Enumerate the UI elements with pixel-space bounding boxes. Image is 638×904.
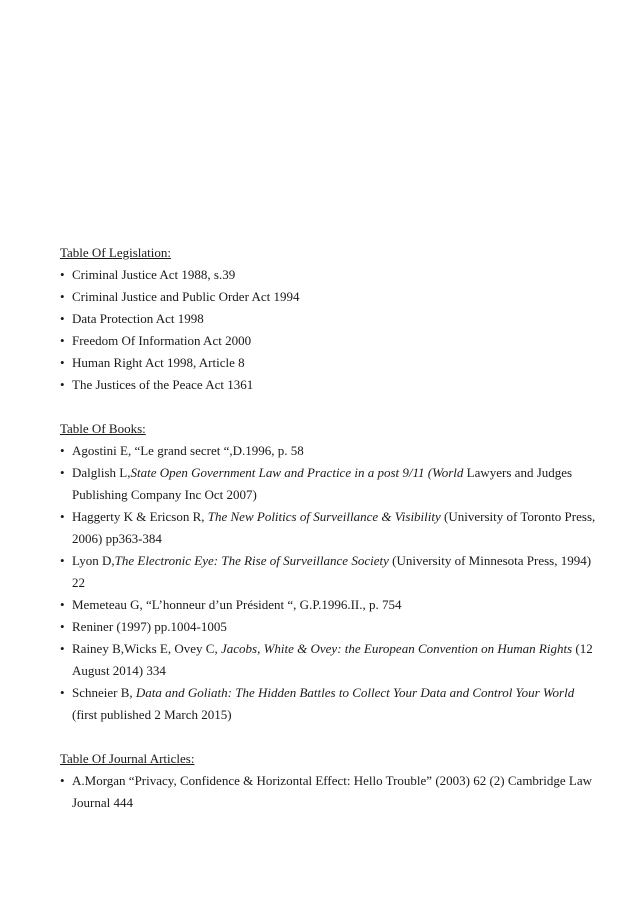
list-item xyxy=(60,462,600,506)
list-item xyxy=(60,682,600,726)
list-item xyxy=(60,352,600,374)
citation-text: Criminal Justice Act 1988, s.39 xyxy=(72,267,236,282)
list-item xyxy=(60,440,600,462)
bullet-icon: • xyxy=(60,509,65,524)
citation-text: Reniner (1997) pp.1004-1005 xyxy=(72,619,227,634)
list-item xyxy=(60,264,600,286)
section-list xyxy=(60,264,600,396)
bullet-icon: • xyxy=(60,619,65,634)
citation-title: The New Politics of Surveillance & Visibility xyxy=(207,509,441,524)
section xyxy=(60,748,600,814)
list-item xyxy=(60,770,600,814)
list-item xyxy=(60,308,600,330)
section-heading: Table Of Legislation: xyxy=(60,245,172,260)
section xyxy=(60,418,600,726)
document-page xyxy=(60,242,600,836)
bullet-icon: • xyxy=(60,333,65,348)
citation-title: The Electronic Eye: The Rise of Surveillance Society xyxy=(114,553,389,568)
bullet-icon: • xyxy=(60,685,65,700)
citation-text: Human Right Act 1998, Article 8 xyxy=(72,355,245,370)
citation-text: Freedom Of Information Act 2000 xyxy=(72,333,252,348)
citation-text: Lawyers and Judges Publishing Company Inc Oct 2007) xyxy=(72,465,573,502)
bullet-icon: • xyxy=(60,267,65,282)
bullet-icon: • xyxy=(60,355,65,370)
citation-title: Data and Goliath: The Hidden Battles to Collect Your Data and Control Your World xyxy=(135,685,575,700)
bullet-icon: • xyxy=(60,289,65,304)
list-item xyxy=(60,616,600,638)
bullet-icon: • xyxy=(60,311,65,326)
bullet-icon: • xyxy=(60,641,65,656)
citation-text: A.Morgan “Privacy, Confidence & Horizontal Effect: Hello Trouble” (2003) 62 (2) Cambridge Law Journal 444 xyxy=(72,773,592,810)
citation-text: Dalglish L, xyxy=(72,465,131,480)
list-item xyxy=(60,286,600,308)
citation-text: Criminal Justice and Public Order Act 1994 xyxy=(72,289,300,304)
list-item xyxy=(60,594,600,616)
list-item xyxy=(60,550,600,594)
citation-text: Schneier B, xyxy=(72,685,136,700)
citation-text: The Justices of the Peace Act 1361 xyxy=(72,377,254,392)
citation-text: Lyon D, xyxy=(72,553,115,568)
section-list xyxy=(60,440,600,726)
citation-text: (University of Minnesota Press, 1994) 22 xyxy=(72,553,592,590)
bullet-icon: • xyxy=(60,773,65,788)
citation-text: (12 August 2014) 334 xyxy=(72,641,593,678)
list-item xyxy=(60,374,600,396)
bullet-icon: • xyxy=(60,597,65,612)
section-heading: Table Of Journal Articles: xyxy=(60,751,195,766)
citation-text: (first published 2 March 2015) xyxy=(72,707,232,722)
section-heading: Table Of Books: xyxy=(60,421,146,436)
bullet-icon: • xyxy=(60,377,65,392)
citation-text: Haggerty K & Ericson R, xyxy=(72,509,208,524)
list-item xyxy=(60,330,600,352)
citation-text: Rainey B,Wicks E, Ovey C, xyxy=(72,641,221,656)
bullet-icon: • xyxy=(60,553,65,568)
citation-text: Agostini E, “Le grand secret “,D.1996, p. 58 xyxy=(72,443,304,458)
section xyxy=(60,242,600,396)
citation-text: (University of Toronto Press, 2006) pp363-384 xyxy=(72,509,596,546)
citation-title: Jacobs, White & Ovey: the European Convention on Human Rights xyxy=(220,641,573,656)
list-item xyxy=(60,638,600,682)
citation-text: Memeteau G, “L’honneur d’un Président “, G.P.1996.II., p. 754 xyxy=(72,597,402,612)
list-item xyxy=(60,506,600,550)
bullet-icon: • xyxy=(60,465,65,480)
bullet-icon: • xyxy=(60,443,65,458)
section-list xyxy=(60,770,600,814)
citation-text: Data Protection Act 1998 xyxy=(72,311,204,326)
citation-title: State Open Government Law and Practice in a post 9/11 (World xyxy=(130,465,464,480)
